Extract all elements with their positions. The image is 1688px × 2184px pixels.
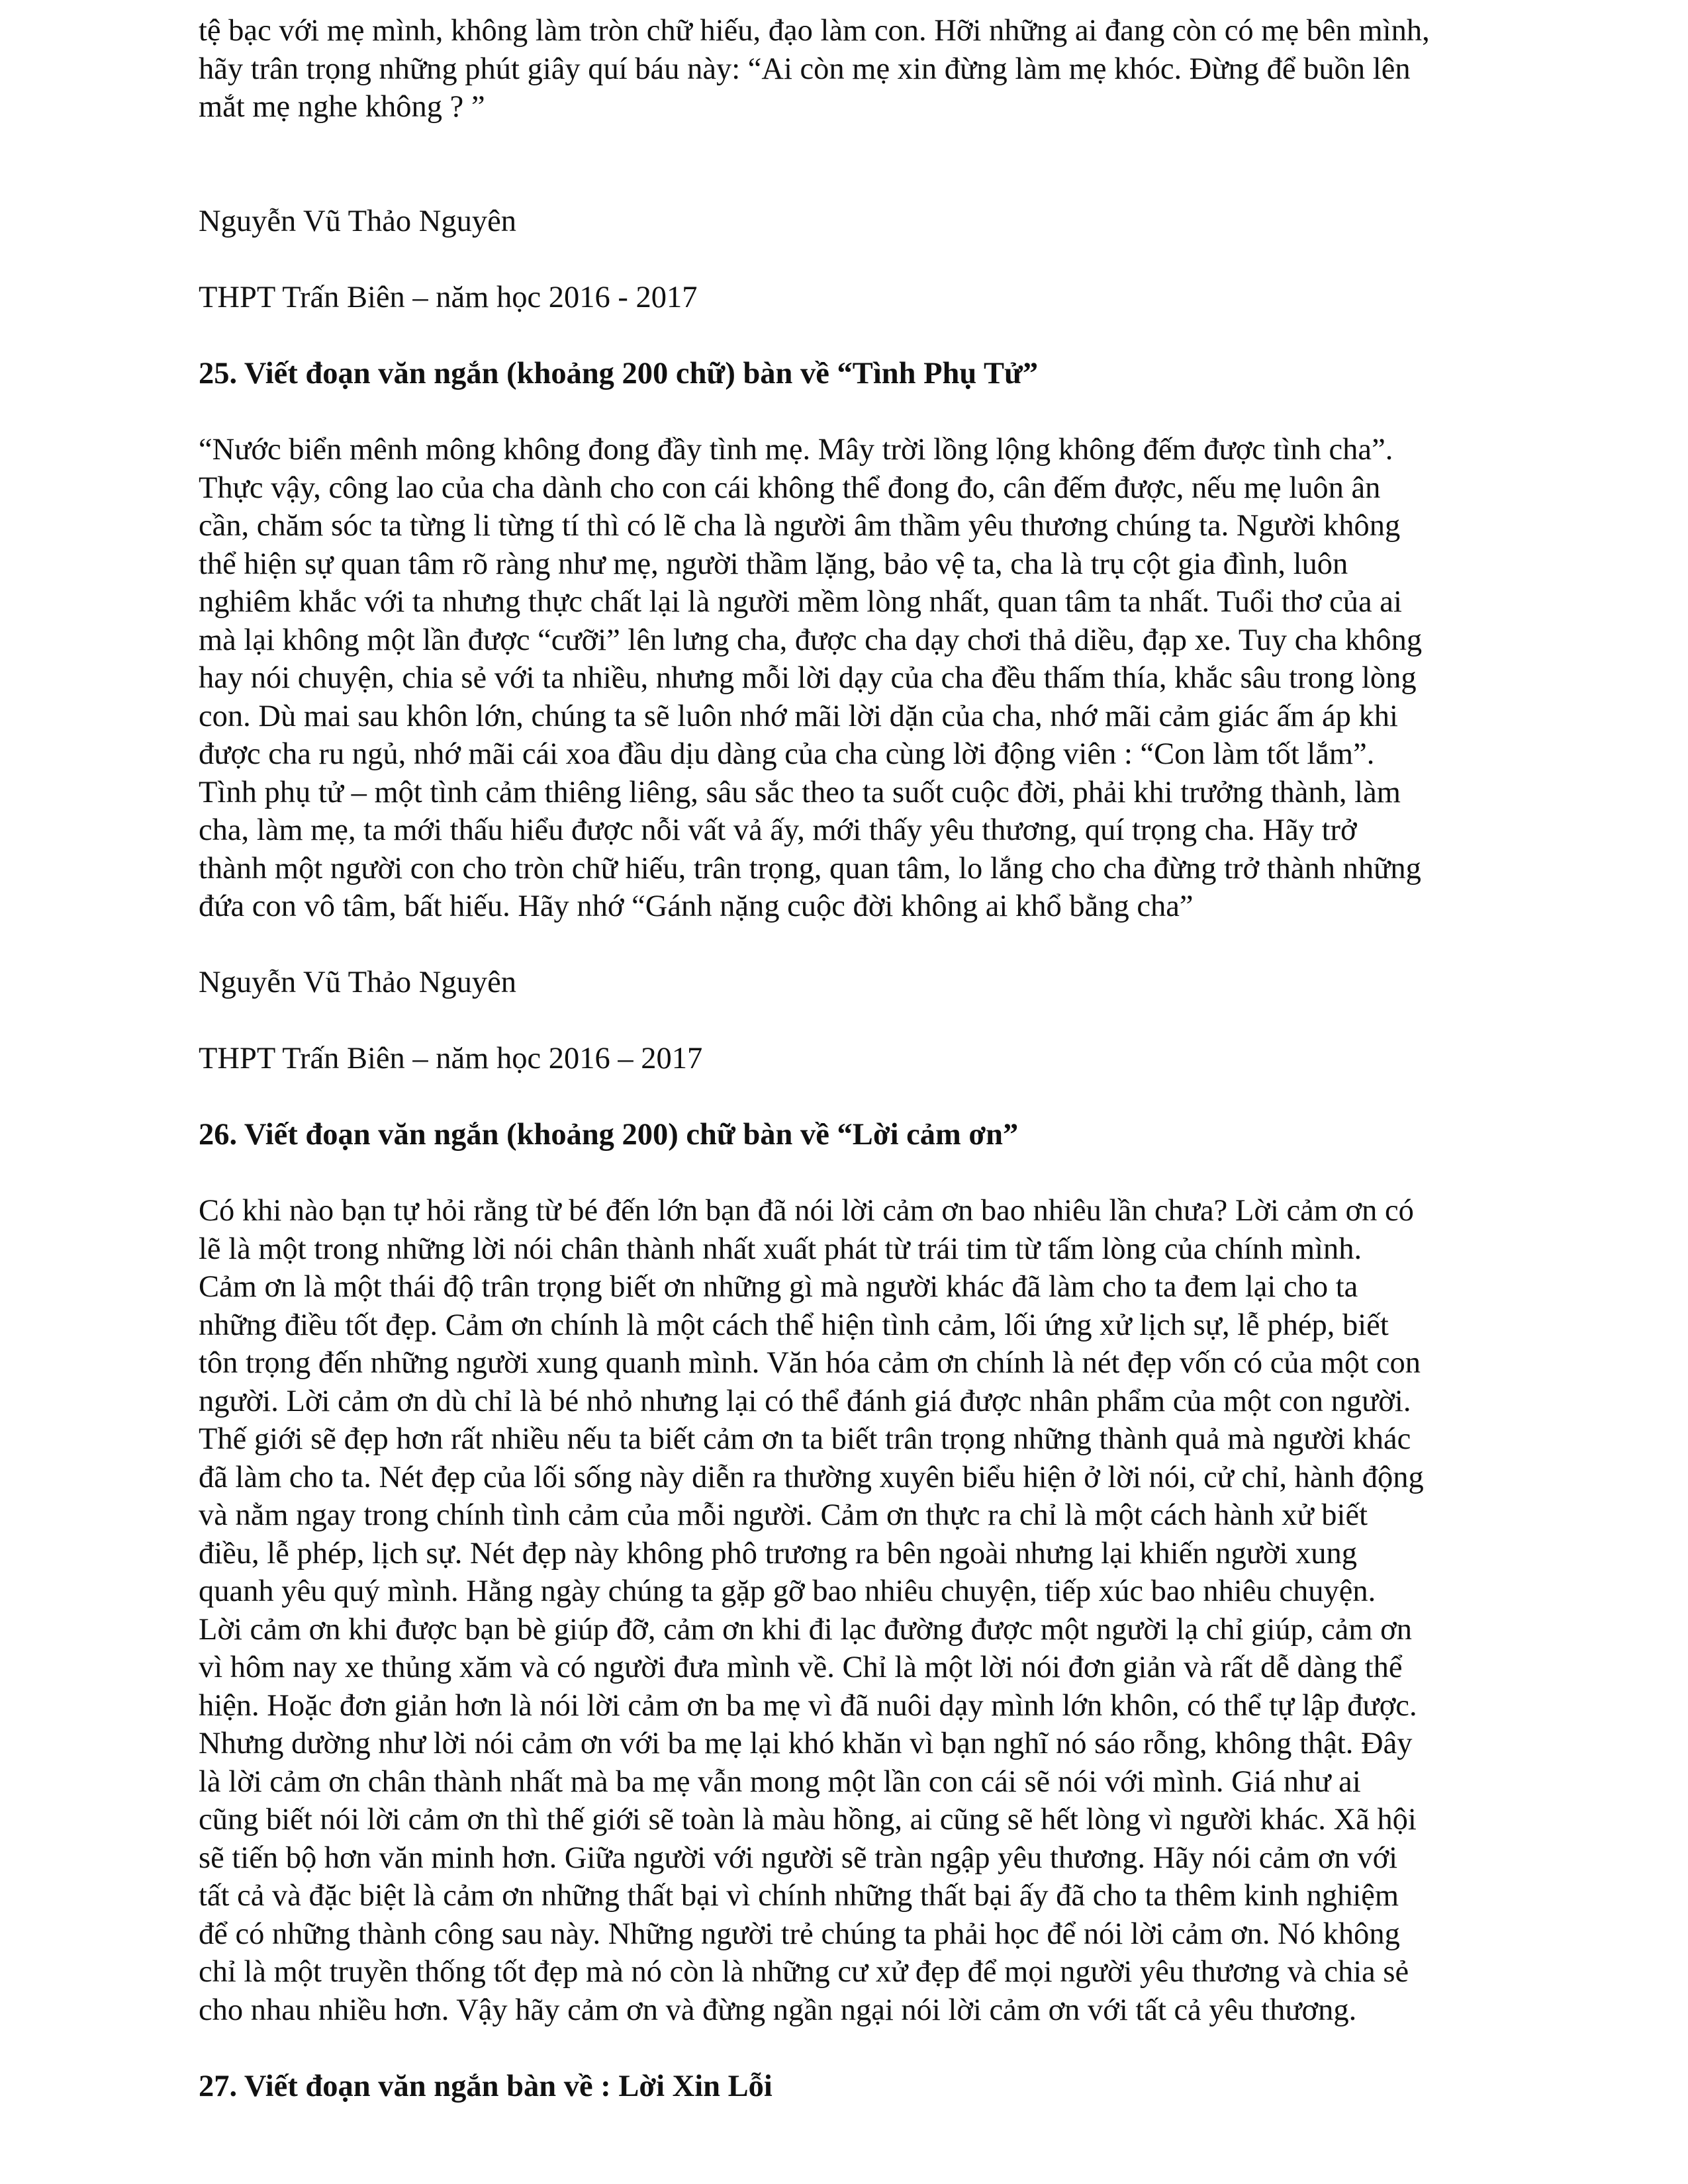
paragraph-line: để có những thành công sau này. Những người trẻ chúng ta phải học để nói lời cảm ơn. Nó không: [199, 1917, 1400, 1951]
paragraph-line: thể hiện sự quan tâm rõ ràng như mẹ, người thầm lặng, bảo vệ ta, cha là trụ cột gia đình, luôn: [199, 547, 1348, 581]
paragraph-line: Thế giới sẽ đẹp hơn rất nhiều nếu ta biết cảm ơn ta biết trân trọng những thành quả mà người khác: [199, 1422, 1411, 1456]
paragraph-line: sẽ tiến bộ hơn văn minh hơn. Giữa người với người sẽ tràn ngập yêu thương. Hãy nói cảm ơn với: [199, 1841, 1398, 1875]
paragraph-line: lẽ là một trong những lời nói chân thành nhất xuất phát từ trái tim từ tấm lòng của chính mình.: [199, 1232, 1362, 1266]
paragraph-line: hiện. Hoặc đơn giản hơn là nói lời cảm ơn ba mẹ vì đã nuôi dạy mình lớn khôn, có thể tự lập được.: [199, 1688, 1417, 1723]
paragraph-line: và nằm ngay trong chính tình cảm của mỗi người. Cảm ơn thực ra chỉ là một cách hành xử biết: [199, 1498, 1368, 1532]
section-26-paragraph: [199, 1192, 1424, 2029]
paragraph-line: Nhưng dường như lời nói cảm ơn với ba mẹ lại khó khăn vì bạn nghĩ nó sáo rỗng, không thật. Đây: [199, 1727, 1413, 1760]
paragraph-line: nghiêm khắc với ta nhưng thực chất lại là người mềm lòng nhất, quan tâm ta nhất. Tuổi thơ của ai: [199, 585, 1402, 619]
paragraph-line: tệ bạc với mẹ mình, không làm tròn chữ hiếu, đạo làm con. Hỡi những ai đang còn có mẹ bên mình,: [199, 14, 1430, 48]
section-25-heading: 25. Viết đoạn văn ngắn (khoảng 200 chữ) bàn về “Tình Phụ Tử”: [199, 357, 1039, 390]
intro-paragraph: [199, 12, 1430, 126]
paragraph-line: Lời cảm ơn khi được bạn bè giúp đỡ, cảm ơn khi đi lạc đường được một người lạ chỉ giúp, cảm ơn: [199, 1612, 1413, 1647]
paragraph-line: vì hôm nay xe thủng xăm và có người đưa mình về. Chỉ là một lời nói đơn giản và rất dễ dàng thể: [199, 1651, 1403, 1684]
paragraph-line: đã làm cho ta. Nét đẹp của lối sống này diễn ra thường xuyên biểu hiện ở lời nói, cử chỉ, hành động: [199, 1460, 1424, 1494]
paragraph-line: điều, lễ phép, lịch sự. Nét đẹp này không phô trương ra bên ngoài nhưng lại khiến người xung: [199, 1536, 1358, 1570]
paragraph-line: mắt mẹ nghe không ? ”: [199, 90, 485, 124]
document-page: [199, 0, 1523, 2184]
paragraph-line: người. Lời cảm ơn dù chỉ là bé nhỏ nhưng lại có thể đánh giá được nhân phẩm của một con người.: [199, 1384, 1411, 1418]
paragraph-line: cần, chăm sóc ta từng li từng tí thì có lẽ cha là người âm thầm yêu thương chúng ta. Người không: [199, 509, 1401, 543]
paragraph-line: Tình phụ tử – một tình cảm thiêng liêng, sâu sắc theo ta suốt cuộc đời, phải khi trưởng thành, làm: [199, 775, 1401, 809]
paragraph-line: đứa con vô tâm, bất hiếu. Hãy nhớ “Gánh nặng cuộc đời không ai khổ bằng cha”: [199, 889, 1194, 923]
paragraph-line: Thực vậy, công lao của cha dành cho con cái không thể đong đo, cân đếm được, nếu mẹ luôn ân: [199, 471, 1381, 505]
paragraph-line: quanh yêu quý mình. Hằng ngày chúng ta gặp gỡ bao nhiêu chuyện, tiếp xúc bao nhiêu chuyện.: [199, 1574, 1376, 1608]
section-25-paragraph: [199, 431, 1422, 926]
author-name: Nguyễn Vũ Thảo Nguyên: [199, 966, 517, 999]
section-26-heading: 26. Viết đoạn văn ngắn (khoảng 200) chữ bàn về “Lời cảm ơn”: [199, 1118, 1019, 1152]
paragraph-line: hay nói chuyện, chia sẻ với ta nhiều, nhưng mỗi lời dạy của cha đều thấm thía, khắc sâu trong lòng: [199, 661, 1417, 695]
paragraph-line: con. Dù mai sau khôn lớn, chúng ta sẽ luôn nhớ mãi lời dặn của cha, nhớ mãi cảm giác ấm áp khi: [199, 699, 1398, 733]
paragraph-line: chỉ là một truyền thống tốt đẹp mà nó còn là những cư xử đẹp để mọi người yêu thương và chia sẻ: [199, 1955, 1409, 1989]
section-27-heading: 27. Viết đoạn văn ngắn bàn về : Lời Xin Lỗi: [199, 2070, 773, 2103]
paragraph-line: tôn trọng đến những người xung quanh mình. Văn hóa cảm ơn chính là nét đẹp vốn có của một con: [199, 1346, 1421, 1380]
paragraph-line: “Nước biển mênh mông không đong đầy tình mẹ. Mây trời lồng lộng không đếm được tình cha”.: [199, 433, 1393, 467]
paragraph-line: cha, làm mẹ, ta mới thấu hiểu được nỗi vất vả ấy, mới thấy yêu thương, quí trọng cha. Hãy trở: [199, 813, 1357, 847]
paragraph-line: mà lại không một lần được “cưỡi” lên lưng cha, được cha dạy chơi thả diều, đạp xe. Tuy cha không: [199, 623, 1423, 657]
paragraph-line: Cảm ơn là một thái độ trân trọng biết ơn những gì mà người khác đã làm cho ta đem lại cho ta: [199, 1270, 1358, 1304]
paragraph-line: thành một người con cho tròn chữ hiếu, trân trọng, quan tâm, lo lắng cho cha đừng trở thành những: [199, 851, 1421, 886]
author-school: THPT Trấn Biên – năm học 2016 - 2017: [199, 281, 698, 314]
paragraph-line: cho nhau nhiều hơn. Vậy hãy cảm ơn và đừng ngần ngại nói lời cảm ơn với tất cả yêu thương.: [199, 1993, 1357, 2027]
paragraph-line: tất cả và đặc biệt là cảm ơn những thất bại vì chính những thất bại ấy đã cho ta thêm kinh nghiệm: [199, 1879, 1399, 1913]
paragraph-line: được cha ru ngủ, nhớ mãi cái xoa đầu dịu dàng của cha cùng lời động viên : “Con làm tốt lắm”.: [199, 737, 1375, 771]
paragraph-line: hãy trân trọng những phút giây quí báu này: “Ai còn mẹ xin đừng làm mẹ khóc. Đừng để buồn lên: [199, 52, 1411, 86]
paragraph-line: Có khi nào bạn tự hỏi rằng từ bé đến lớn bạn đã nói lời cảm ơn bao nhiêu lần chưa? Lời cảm ơn có: [199, 1194, 1414, 1228]
author-school: THPT Trấn Biên – năm học 2016 – 2017: [199, 1042, 703, 1075]
paragraph-line: cũng biết nói lời cảm ơn thì thế giới sẽ toàn là màu hồng, ai cũng sẽ hết lòng vì người khác. Xã hội: [199, 1803, 1417, 1837]
paragraph-line: những điều tốt đẹp. Cảm ơn chính là một cách thể hiện tình cảm, lối ứng xử lịch sự, lễ phép, biết: [199, 1308, 1389, 1342]
author-name: Nguyễn Vũ Thảo Nguyên: [199, 205, 517, 238]
paragraph-line: là lời cảm ơn chân thành nhất mà ba mẹ vẫn mong một lần con cái sẽ nói với mình. Giá như ai: [199, 1764, 1361, 1799]
